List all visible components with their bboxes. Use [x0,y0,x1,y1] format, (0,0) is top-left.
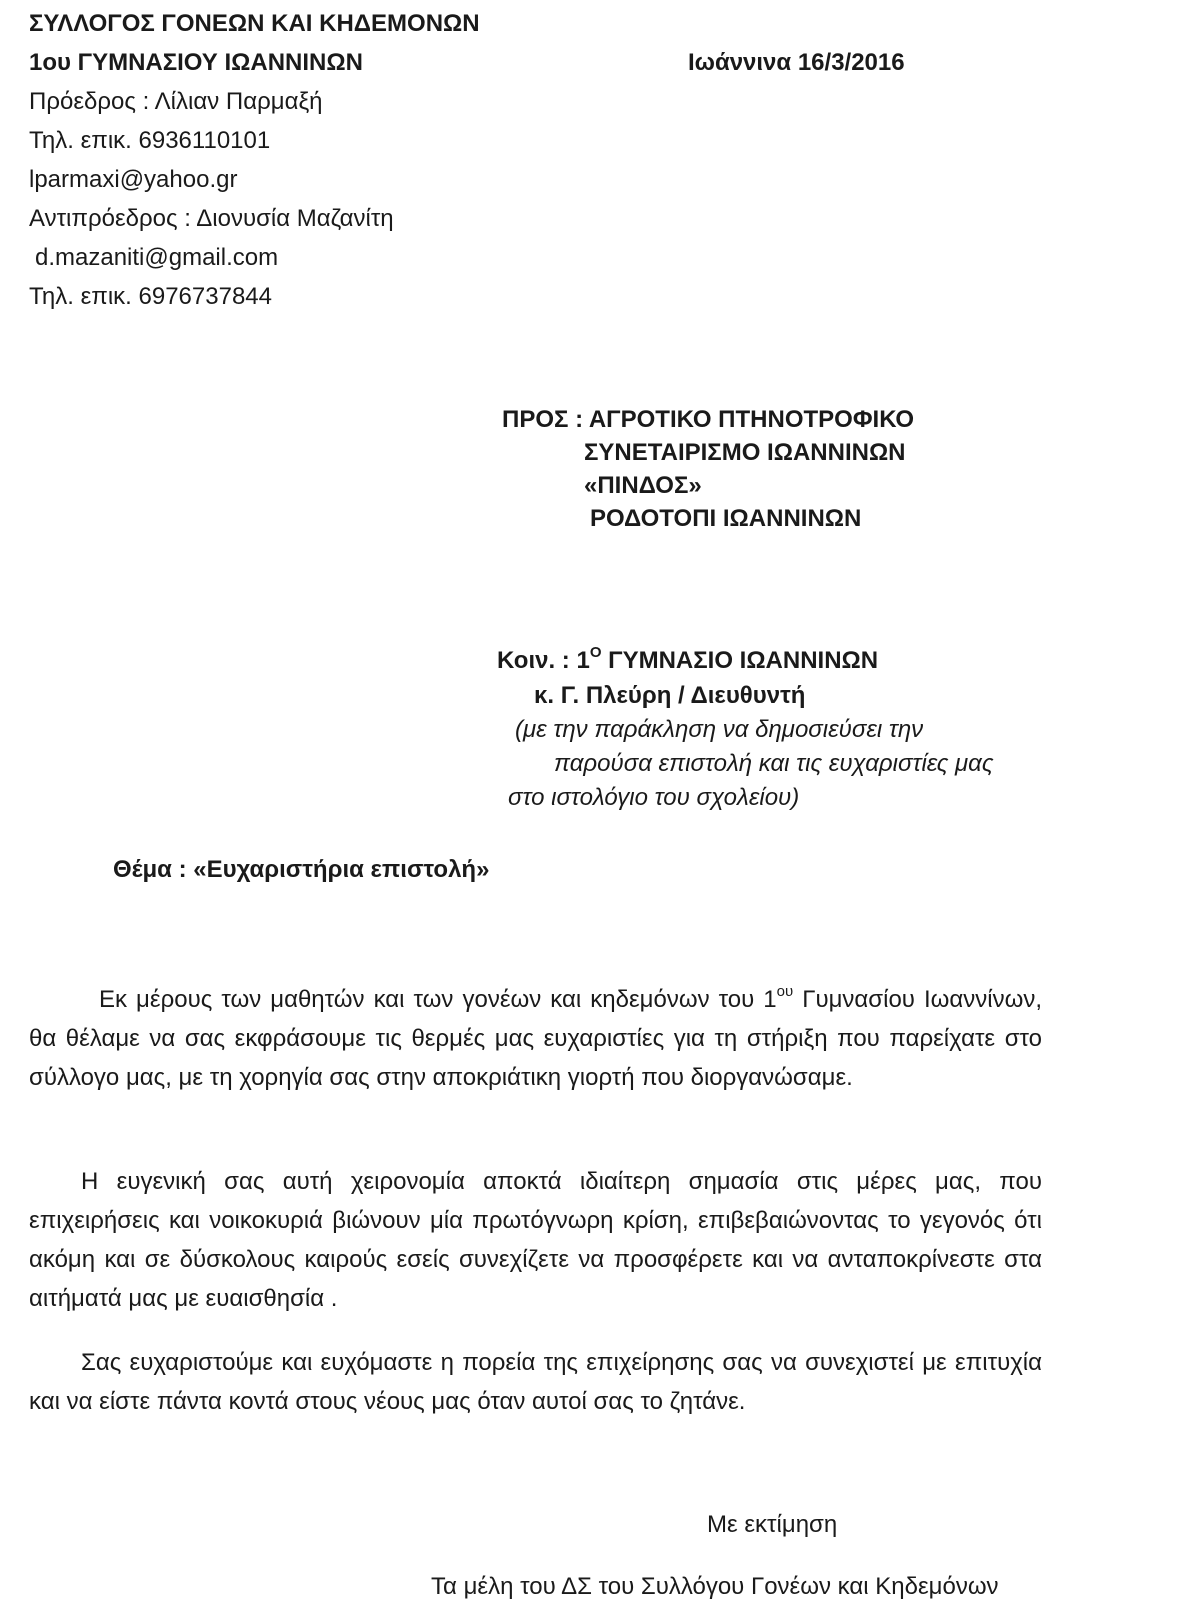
cc-director: κ. Γ. Πλεύρη / Διευθυντή [534,682,806,709]
closing: Με εκτίμηση [707,1511,838,1538]
sender-vice-phone: Τηλ. επικ. 6976737844 [29,283,272,310]
body-paragraph-3: Σας ευχαριστούμε και ευχόμαστε η πορεία της επιχείρησης σας να συνεχιστεί με επιτυχία και να είστε πάντα κοντά στους νέους μας όταν αυτοί σας το ζητάνε. [29,1349,1042,1415]
cc-line [497,645,878,677]
recipient-line-4: ΡΟΔΟΤΟΠΙ ΙΩΑΝΝΙΝΩΝ [590,505,862,532]
sender-president: Πρόεδρος : Λίλιαν Παρμαξή [29,88,323,115]
sender-president-email: lparmaxi@yahoo.gr [29,166,238,193]
signature: Τα μέλη του ΔΣ του Συλλόγου Γονέων και Κηδεμόνων [431,1573,999,1600]
recipient-line-1: ΠΡΟΣ : ΑΓΡΟΤΙΚΟ ΠΤΗΝΟΤΡΟΦΙΚΟ [502,406,915,433]
paragraph-1-superscript: ου [776,983,794,1000]
cc-note-3: στο ιστολόγιο του σχολείου) [508,784,800,811]
paragraph-1-start: Εκ μέρους των μαθητών και των γονέων και κηδεμόνων του 1 [99,986,777,1013]
cc-note-2: παρούσα επιστολή και τις ευχαριστίες μας [554,750,994,777]
recipient-line-2: ΣΥΝΕΤΑΙΡΙΣΜΟ ΙΩΑΝΝΙΝΩΝ [584,439,906,466]
sender-vice-president: Αντιπρόεδρος : Διονυσία Μαζανίτη [29,205,394,232]
sender-president-phone: Τηλ. επικ. 6936110101 [29,127,271,154]
sender-vice-email: d.mazaniti@gmail.com [35,244,279,271]
date-place: Ιωάννινα 16/3/2016 [688,49,905,76]
paragraph-1-end: Γυμνασίου Ιωαννίνων, θα θέλαμε να σας εκφράσουμε τις θερμές μας ευχαριστίες για τη στήριξη που παρείχατε στο σύλλογο μας, με τη χορηγία σας στην αποκριάτικη γιορτή που διοργανώσαμε. [29,986,1042,1091]
subject-line: Θέμα : «Ευχαριστήρια επιστολή» [113,856,490,883]
sender-school: 1ου ΓΥΜΝΑΣΙΟΥ ΙΩΑΝΝΙΝΩΝ [29,49,363,76]
sender-association: ΣΥΛΛΟΓΟΣ ΓΟΝΕΩΝ ΚΑΙ ΚΗΔΕΜΟΝΩΝ [29,10,480,37]
cc-school: ΓΥΜΝΑΣΙΟ ΙΩΑΝΝΙΝΩΝ [601,647,879,674]
recipient-line-3: «ΠΙΝΔΟΣ» [584,472,702,499]
body-paragraph-2: Η ευγενική σας αυτή χειρονομία αποκτά ιδιαίτερη σημασία στις μέρες μας, που επιχειρήσεις και νοικοκυριά βιώνουν μία πρωτόγνωρη κρίση, επιβεβαιώνοντας το γεγονός ότι ακόμη και σε δύσκολους καιρούς εσείς συνεχίζετε να προσφέρετε και να ανταποκρίνεστε στα αιτήματά μας με ευαισθησία . [29,1168,1042,1312]
cc-prefix: Κοιν. : 1 [497,647,590,674]
cc-superscript: Ο [589,644,602,661]
body-paragraph-1 [29,980,1042,1097]
cc-note-1: (με την παράκληση να δημοσιεύσει την [515,716,924,743]
